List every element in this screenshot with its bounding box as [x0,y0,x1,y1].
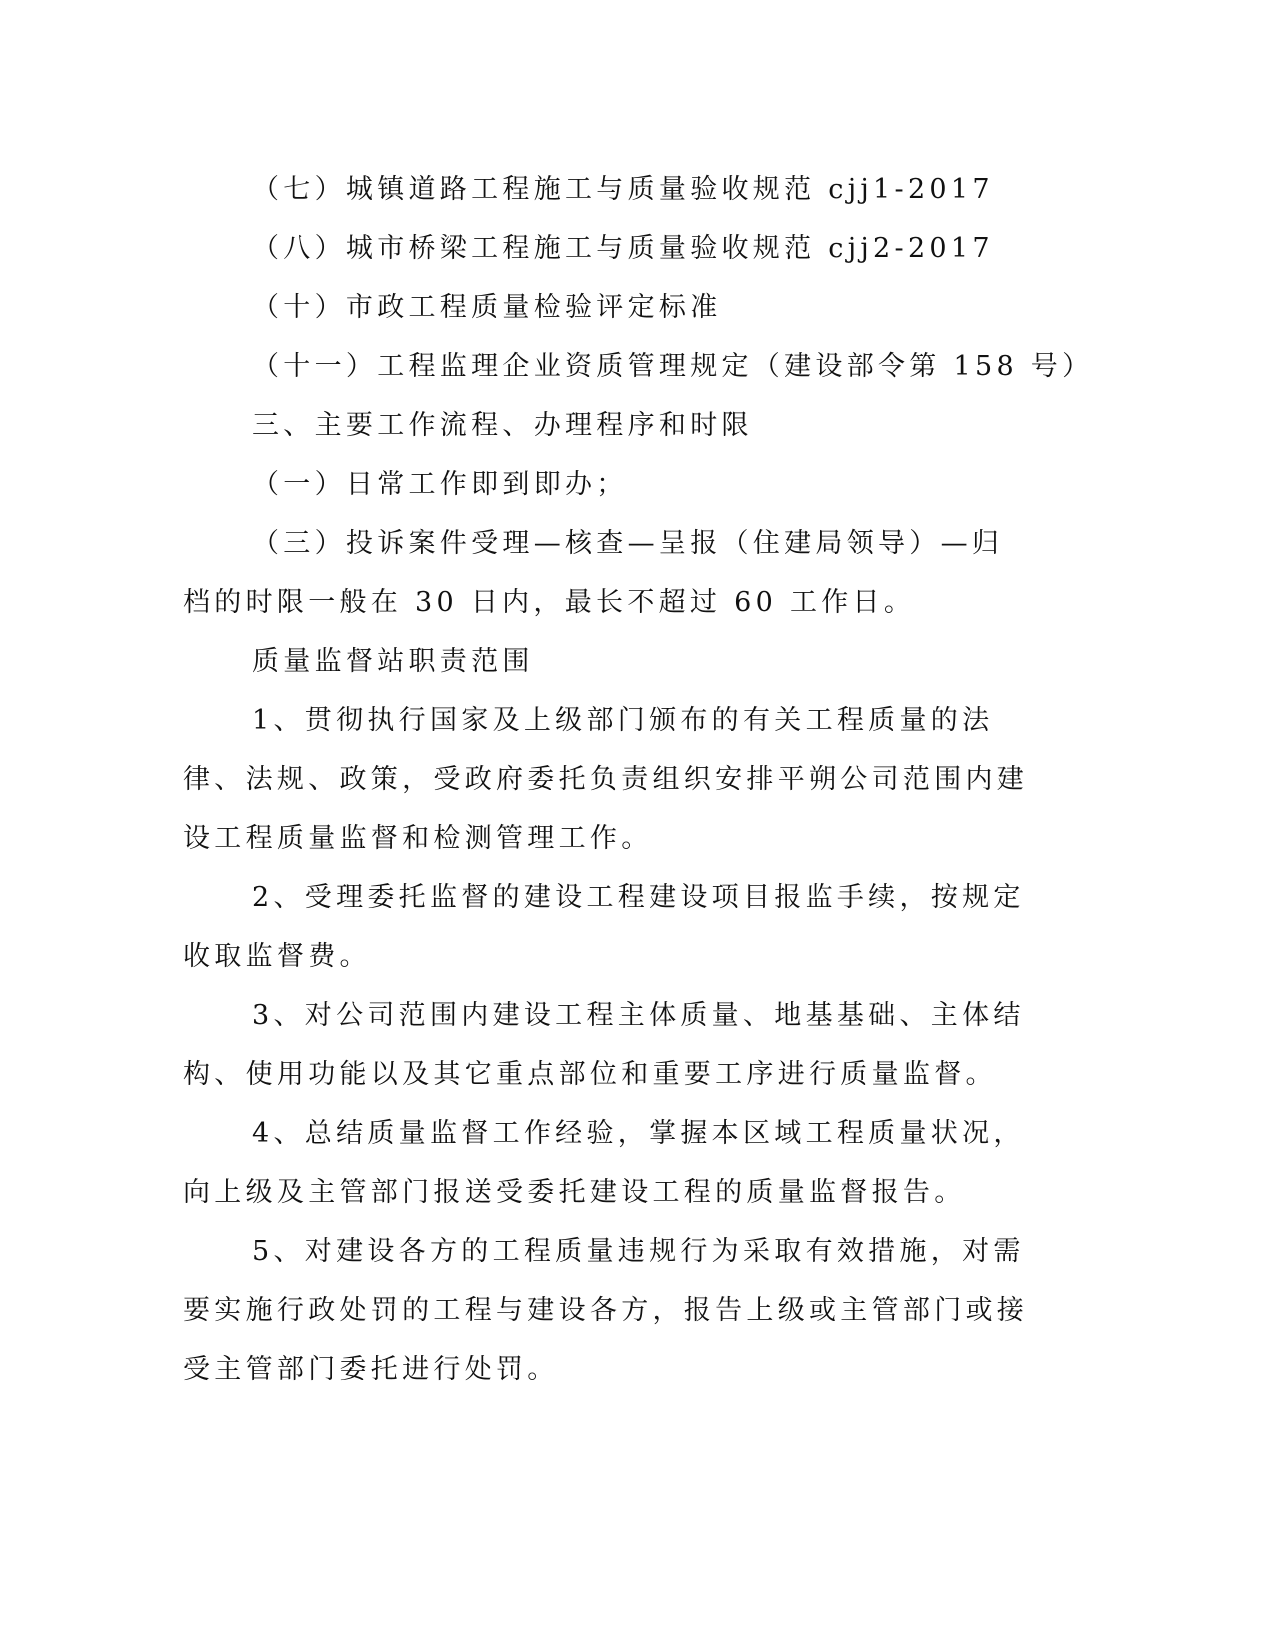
paragraph-workflow-3: （三）投诉案件受理—核查—呈报（住建局领导）—归档的时限一般在 30 日内，最长不超过 60 工作日。 [183,528,1004,618]
paragraph-standard-7: （七）城镇道路工程施工与质量验收规范 cjj1-2017 [252,174,994,205]
section-heading-workflow: 三、主要工作流程、办理程序和时限 [252,410,753,441]
paragraph-duty-4: 4、总结质量监督工作经验，掌握本区域工程质量状况，向上级及主管部门报送受委托建设工程的质量监督报告。 [183,1118,1025,1208]
document-body [183,160,1094,1399]
paragraph-duty-1: 1、贯彻执行国家及上级部门颁布的有关工程质量的法律、法规、政策，受政府委托负责组织安排平朔公司范围内建设工程质量监督和检测管理工作。 [183,705,1029,854]
paragraph-duty-2: 2、受理委托监督的建设工程建设项目报监手续，按规定收取监督费。 [183,882,1025,972]
paragraph-standard-10: （十）市政工程质量检验评定标准 [252,292,722,323]
paragraph-duty-5: 5、对建设各方的工程质量违规行为采取有效措施，对需要实施行政处罚的工程与建设各方，报告上级或主管部门或接受主管部门委托进行处罚。 [183,1236,1029,1385]
paragraph-standard-11: （十一）工程监理企业资质管理规定（建设部令第 158 号） [252,351,1094,382]
section-heading-duties: 质量监督站职责范围 [252,646,534,677]
paragraph-duty-3: 3、对公司范围内建设工程主体质量、地基基础、主体结构、使用功能以及其它重点部位和重要工序进行质量监督。 [183,1000,1025,1090]
paragraph-standard-8: （八）城市桥梁工程施工与质量验收规范 cjj2-2017 [252,233,994,264]
paragraph-workflow-1: （一）日常工作即到即办； [252,469,628,500]
